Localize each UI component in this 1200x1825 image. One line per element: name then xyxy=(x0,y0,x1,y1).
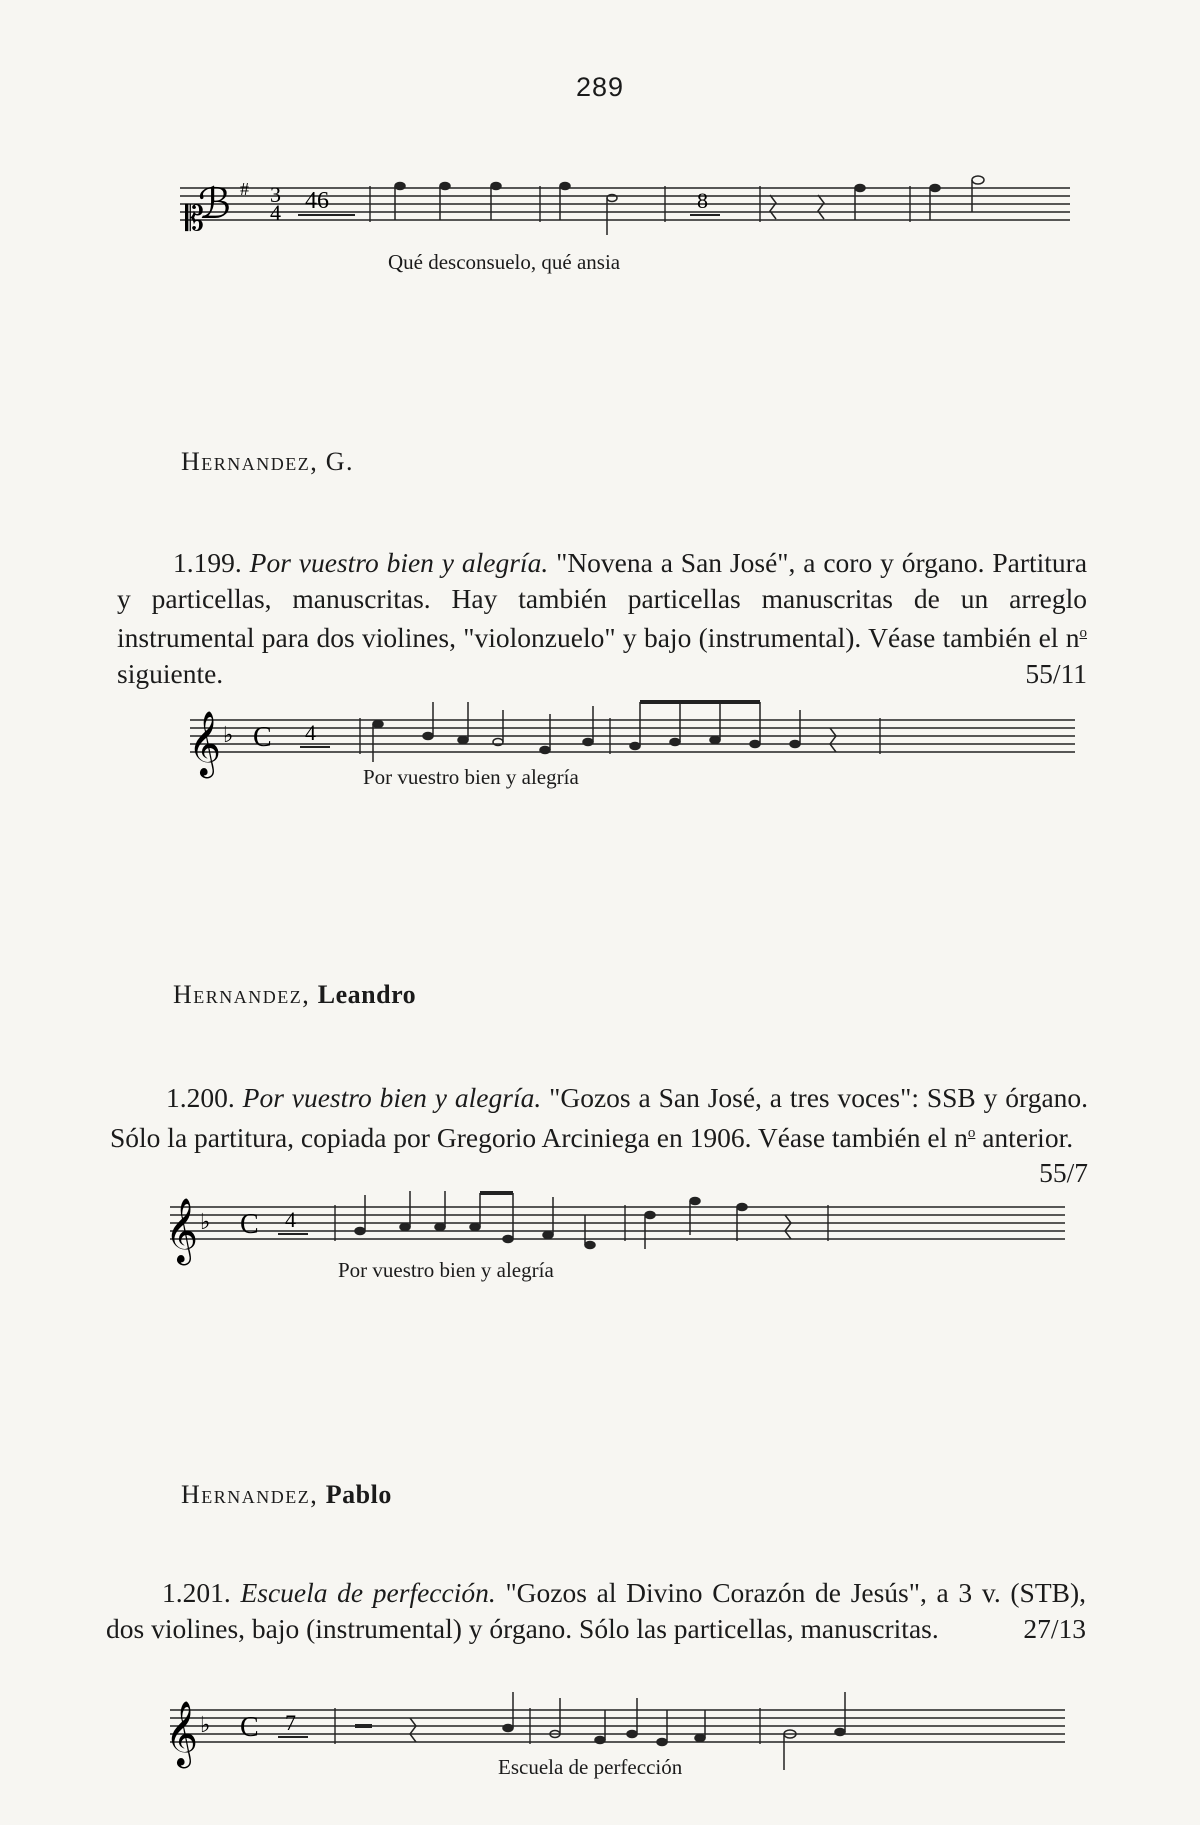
composer-surname: Hernandez, xyxy=(181,447,319,476)
entry-description: "Gozos al Divino Corazón de Jesús", a 3 v. (STB), dos violines, bajo (instrumental) y órgano. Sólo las particellas, manuscritas. xyxy=(106,1577,1086,1644)
music-incipit-1 xyxy=(0,150,1200,260)
svg-text:♭: ♭ xyxy=(223,723,234,748)
music-incipit-3 xyxy=(0,1175,1200,1285)
page-number: 289 xyxy=(575,72,625,102)
entry-number: 1.200. xyxy=(166,1082,235,1113)
svg-text:♭: ♭ xyxy=(200,1210,211,1235)
time-signature-c: C xyxy=(253,722,272,753)
entry-description: "Gozos a San José, a tres voces": SSB y órgano. Sólo la partitura, copiada por Gregorio Arciniega en 1906. Véase también el n xyxy=(110,1082,1089,1153)
entry-tail: anterior. xyxy=(975,1121,1074,1153)
entry-title: Por vuestro bien y alegría. xyxy=(242,1082,542,1113)
svg-text:𝄡: 𝄡 xyxy=(185,201,204,238)
measure-count-label: 46 xyxy=(305,188,329,214)
music-incipit-2 xyxy=(0,680,1200,790)
composer-heading-leandro xyxy=(173,980,416,1010)
incipit-2-lyric: Por vuestro bien y alegría xyxy=(363,765,579,789)
entry-reference: 55/11 xyxy=(1025,657,1087,689)
entry-reference: 27/13 xyxy=(1023,1612,1086,1644)
entry-1200 xyxy=(110,1080,1088,1191)
time-signature-c: C xyxy=(240,1712,259,1743)
svg-text:♭: ♭ xyxy=(200,1713,211,1738)
svg-text:#: # xyxy=(240,179,249,199)
entry-description: "Novena a San José", a coro y órgano. Partitura y particellas, manuscritas. Hay también particellas manuscritas de un arreglo instrumental para dos violines, "violonzuelo" y bajo (instrumental). Véase también el n xyxy=(117,547,1088,653)
incipit-4-lyric: Escuela de perfección xyxy=(498,1755,683,1779)
measure-count-label: 4 xyxy=(285,1207,296,1232)
svg-text:𝄞: 𝄞 xyxy=(188,711,222,776)
incipit-1-lyric: Qué desconsuelo, qué ansia xyxy=(388,250,621,274)
time-signature-c: C xyxy=(240,1209,259,1240)
composer-surname: Hernandez, xyxy=(181,1480,319,1509)
composer-given: Leandro xyxy=(317,980,417,1009)
time-signature-top: 3 xyxy=(270,182,281,207)
entry-title: Por vuestro bien y alegría. xyxy=(249,547,549,578)
composer-given: Pablo xyxy=(325,1480,392,1509)
ordinal-mark: o xyxy=(967,1124,976,1141)
entry-1199 xyxy=(117,545,1087,691)
svg-text:𝄞: 𝄞 xyxy=(165,1198,199,1263)
composer-heading-g xyxy=(181,447,354,477)
entry-tail: siguiente. xyxy=(117,657,224,689)
composer-surname: Hernandez, xyxy=(173,980,311,1009)
svg-text:𝄞: 𝄞 xyxy=(165,1701,199,1766)
incipit-3-lyric: Por vuestro bien y alegría xyxy=(338,1258,554,1282)
rest-count-label: 8 xyxy=(697,188,708,213)
ordinal-mark: o xyxy=(1079,625,1087,641)
entry-number: 1.201. xyxy=(162,1577,231,1608)
composer-given: G. xyxy=(325,447,355,476)
entry-number: 1.199. xyxy=(173,547,242,578)
entry-1201 xyxy=(106,1575,1086,1646)
measure-count-label: 4 xyxy=(305,720,316,745)
time-signature-bottom: 4 xyxy=(270,200,281,225)
svg-text:ℬ: ℬ xyxy=(198,182,232,228)
composer-heading-pablo xyxy=(181,1480,392,1510)
entry-title: Escuela de perfección. xyxy=(240,1577,496,1608)
entry-reference: 55/7 xyxy=(1039,1157,1088,1188)
measure-count-label: 7 xyxy=(285,1710,296,1735)
